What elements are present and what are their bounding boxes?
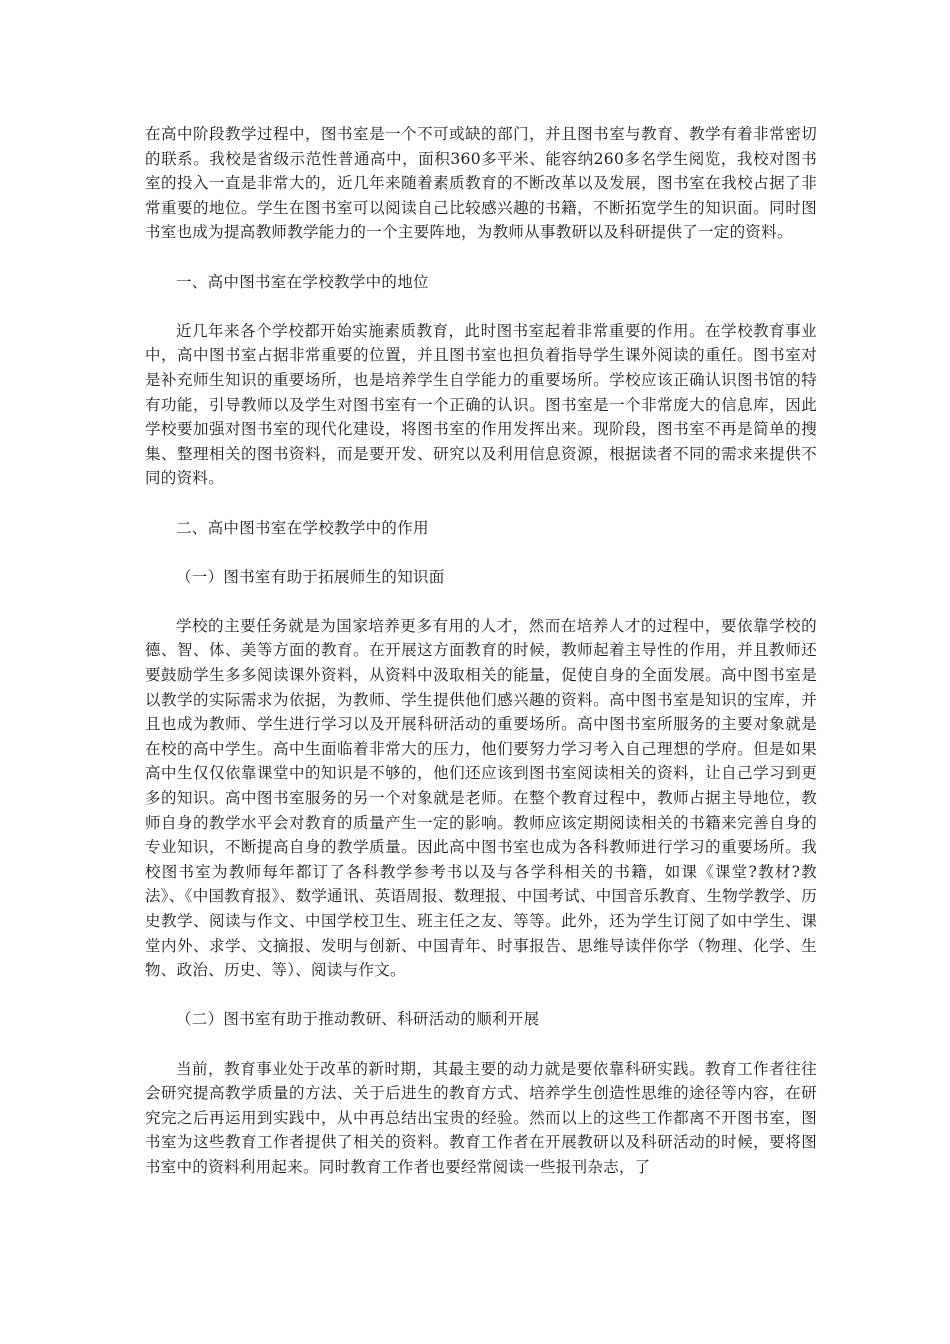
spacer	[145, 983, 817, 1008]
spacer	[145, 245, 817, 270]
section-2-heading: 二、高中图书室在学校教学中的作用	[176, 518, 429, 537]
subsection-1-heading: （一）图书室有助于拓展师生的知识面	[176, 567, 445, 586]
subsection-2-heading: （二）图书室有助于推动教研、科研活动的顺利开展	[176, 1010, 540, 1029]
spacer	[145, 491, 817, 516]
intro-paragraph: 在高中阶段教学过程中，图书室是一个不可或缺的部门，并且图书室与教育、教学有着非常密切的联系。我校是省级示范性普通高中，面积360多平米、能容纳260多名学生阅览，我校对图书室的投入一直是非常大的，近几年来随着素质教育的不断改革以及发展，图书室在我校占据了非常重要的地位。学生在图书室可以阅读自己比较感兴趣的书籍，不断拓宽学生的知识面。同时图书室也成为提高教师教学能力的一个主要阵地，为教师从事教研以及科研提供了一定的资料。	[145, 125, 817, 242]
spacer	[145, 294, 817, 319]
spacer	[145, 1032, 817, 1057]
spacer	[145, 589, 817, 614]
subsection-2-paragraph: 当前，教育事业处于改革的新时期，其最主要的动力就是要依靠科研实践。教育工作者往往会研究提高教学质量的方法、关于后进生的教育方式、培养学生创造性思维的途径等内容，在研究完之后再运用到实践中，从中再总结出宝贵的经验。然而以上的这些工作都离不开图书室，图书室为这些教育工作者提供了相关的资料。教育工作者在开展教研以及科研活动的时候，要将图书室中的资料利用起来。同时教育工作者也要经常阅读一些报刊杂志，了	[145, 1059, 817, 1176]
section-1-heading: 一、高中图书室在学校教学中的地位	[176, 272, 429, 291]
spacer	[145, 540, 817, 565]
subsection-1-paragraph: 学校的主要任务就是为国家培养更多有用的人才，然而在培养人才的过程中，要依靠学校的德、智、体、美等方面的教育。在开展这方面教育的时候，教师起着主导性的作用，并且教师还要鼓励学生多多阅读课外资料，从资料中汲取相关的能量，促使自身的全面发展。高中图书室是以教学的实际需求为依据，为教师、学生提供他们感兴趣的资料。高中图书室是知识的宝库，并且也成为教师、学生进行学习以及开展科研活动的重要场所。高中图书室所服务的主要对象就是在校的高中学生。高中生面临着非常大的压力，他们要努力学习考入自己理想的学府。但是如果高中生仅仅依靠课堂中的知识是不够的，他们还应该到图书室阅读相关的资料，让自己学习到更多的知识。高中图书室服务的另一个对象就是老师。在整个教育过程中，教师占据主导地位，教师自身的教学水平会对教育的质量产生一定的影响。教师应该定期阅读相关的书籍来完善自身的专业知识，不断提高自身的教学质量。因此高中图书室也成为各科教师进行学习的重要场所。我校图书室为教师每年都订了各科教学参考书以及与各学科相关的书籍，如课《课堂?教材?教法》、《中国教育报》、数学通讯、英语周报、数理报、中国考试、中国音乐教育、生物学教学、历史教学、阅读与作文、中国学校卫生、班主任之友、等等。此外，还为学生订阅了如中学生、课堂内外、求学、文摘报、发明与创新、中国青年、时事报告、思维导读伴你学（物理、化学、生物、政治、历史、等）、阅读与作文。	[145, 616, 817, 980]
section-1-paragraph: 近几年来各个学校都开始实施素质教育，此时图书室起着非常重要的作用。在学校教育事业中，高中图书室占据非常重要的位置，并且图书室也担负着指导学生课外阅读的重任。图书室对是补充师生知识的重要场所，也是培养学生自学能力的重要场所。学校应该正确认识图书馆的特有功能，引导教师以及学生对图书室有一个正确的认识。图书室是一个非常庞大的信息库，因此学校要加强对图书室的现代化建设，将图书室的作用发挥出来。现阶段，图书室不再是简单的搜集、整理相关的图书资料，而是要开发、研究以及利用信息资源，根据读者不同的需求来提供不同的资料。	[145, 321, 817, 488]
document-page	[145, 122, 817, 1180]
